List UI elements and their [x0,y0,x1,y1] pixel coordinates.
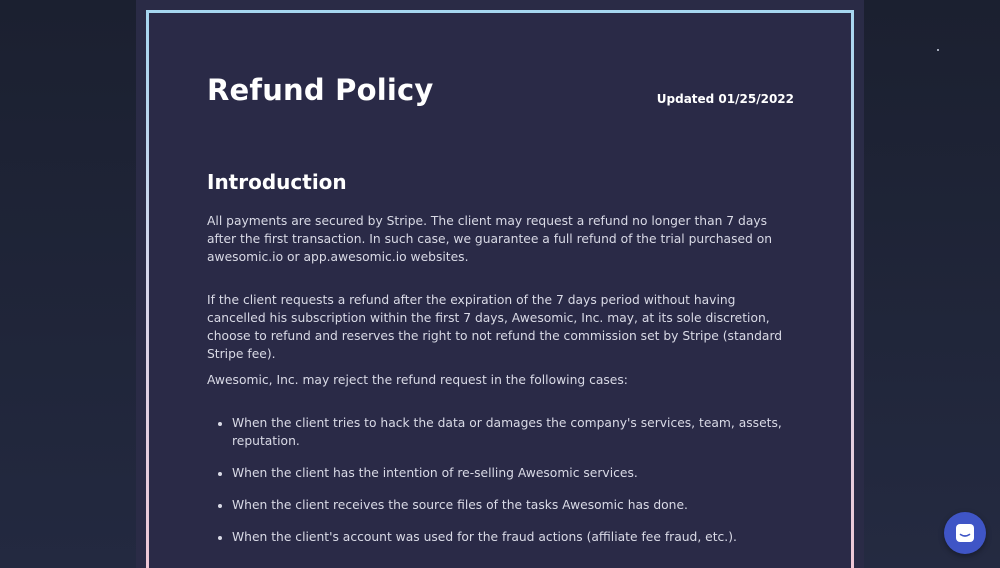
background-right [864,0,1000,568]
intro-paragraph: Awesomic, Inc. may reject the refund request in the following cases: [207,373,628,387]
policy-card [149,13,851,568]
intro-paragraph: All payments are secured by Stripe. The client may request a refund no longer than 7 days after the first transaction. In such case, we guarantee a full refund of the trial purchased on awesomic.io or app.awesomic.io websites. [207,214,773,264]
updated-date: Updated 01/25/2022 [656,92,794,106]
rejection-cases-list [207,414,792,546]
bullet-icon [218,504,222,508]
bullet-icon [218,472,222,476]
chat-bubble-icon [955,523,975,543]
background-left [0,0,136,568]
bullet-icon [218,536,222,540]
bullet-icon [218,422,222,426]
section-heading-introduction: Introduction [207,170,347,194]
list-item [207,464,792,482]
list-item-text: When the client's account was used for the fraud actions (affiliate fee fraud, etc.). [232,530,737,544]
page-title: Refund Policy [207,73,434,107]
list-item-text: When the client tries to hack the data or damages the company's services, team, assets, reputation. [232,416,782,448]
list-item [207,496,792,514]
background-star [937,49,939,51]
policy-card-border [146,10,854,568]
list-item [207,414,792,450]
intro-paragraph: If the client requests a refund after the expiration of the 7 days period without having cancelled his subscription within the first 7 days, Awesomic, Inc. may, at its sole discretion, choose to refund and reserves the right to not refund the commission set by Stripe (standard Stripe fee). [207,293,783,361]
list-item-text: When the client has the intention of re-selling Awesomic services. [232,466,638,480]
list-item [207,528,792,546]
chat-launcher-button[interactable] [944,512,986,554]
list-item-text: When the client receives the source files of the tasks Awesomic has done. [232,498,688,512]
